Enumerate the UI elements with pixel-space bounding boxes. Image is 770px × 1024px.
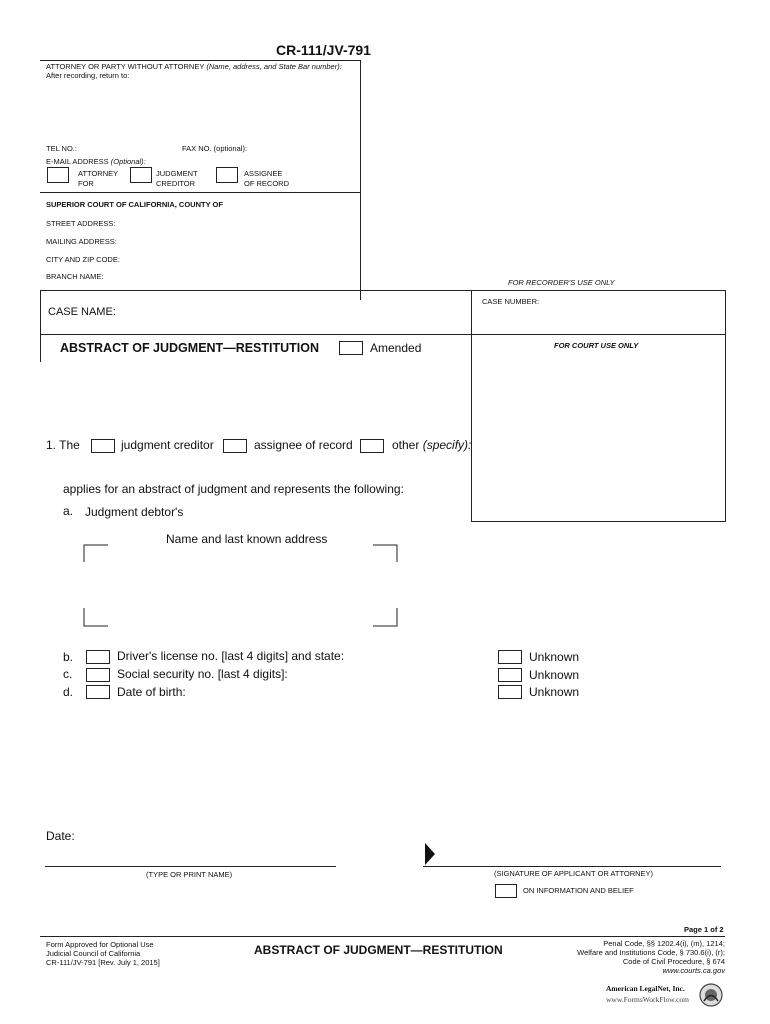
drivers-license-unknown-label: Unknown xyxy=(529,650,580,664)
dob-unknown-checkbox[interactable] xyxy=(498,685,522,699)
drivers-license-unknown-checkbox[interactable] xyxy=(498,650,522,664)
court-title: SUPERIOR COURT OF CALIFORNIA, COUNTY OF xyxy=(46,200,223,209)
court-use-bottom xyxy=(471,521,725,522)
court-use-right xyxy=(725,290,726,522)
legalnet-logo-icon xyxy=(698,982,724,1008)
judgment-creditor-label: JUDGMENT CREDITOR xyxy=(156,169,198,188)
type-name-line[interactable] xyxy=(45,866,336,867)
sign-here-arrow-icon xyxy=(425,843,437,865)
dob-label: Date of birth: xyxy=(117,685,186,699)
drivers-license-label: Driver's license no. [last 4 digits] and state: xyxy=(117,649,345,663)
ssn-label: Social security no. [last 4 digits]: xyxy=(117,667,288,681)
type-name-label: (TYPE OR PRINT NAME) xyxy=(146,870,233,879)
judgment-creditor-checkbox[interactable] xyxy=(130,167,152,183)
legalnet-url: www.FormsWorkFlow.com xyxy=(606,995,690,1004)
courts-url[interactable]: www.courts.ca.gov xyxy=(662,966,725,975)
mailing-address-label: MAILING ADDRESS: xyxy=(46,237,117,246)
after-recording-label: After recording, return to: xyxy=(46,71,130,80)
other-option-label: other (specify): xyxy=(392,438,472,452)
ssn-checkbox[interactable] xyxy=(86,668,110,682)
street-address-label: STREET ADDRESS: xyxy=(46,219,116,228)
form-number: CR-111/JV-791 xyxy=(276,42,371,58)
judgment-debtor-label: Judgment debtor's xyxy=(85,505,184,519)
footer-title: ABSTRACT OF JUDGMENT—RESTITUTION xyxy=(254,943,503,957)
case-name-label: CASE NAME: xyxy=(48,306,116,318)
fax-label: FAX NO. (optional): xyxy=(182,144,248,153)
date-label: Date: xyxy=(46,829,75,843)
applies-text: applies for an abstract of judgment and represents the following: xyxy=(63,482,404,496)
title-row-left xyxy=(40,334,41,362)
ssn-unknown-checkbox[interactable] xyxy=(498,668,522,682)
dob-unknown-label: Unknown xyxy=(529,685,580,699)
item-c-letter: c. xyxy=(63,667,73,681)
approved-line2: Judicial Council of California xyxy=(46,949,141,958)
attorney-label: ATTORNEY OR PARTY WITHOUT ATTORNEY (Name, address, and State Bar number): xyxy=(46,62,342,71)
code-line2: Welfare and Institutions Code, § 730.6(i), (r); xyxy=(577,948,725,957)
item-b-letter: b. xyxy=(63,650,74,664)
city-zip-label: CITY AND ZIP CODE: xyxy=(46,255,120,264)
attorney-for-label: ATTORNEY FOR xyxy=(78,169,119,188)
approved-line1: Form Approved for Optional Use xyxy=(46,940,154,949)
amended-label: Amended xyxy=(370,341,422,355)
amended-checkbox[interactable] xyxy=(339,341,363,355)
assignee-option-label: assignee of record xyxy=(254,438,353,452)
tel-label: TEL NO.: xyxy=(46,144,77,153)
approved-line3: CR-111/JV-791 [Rev. July 1, 2015] xyxy=(46,958,160,967)
court-box-top xyxy=(40,192,360,193)
item-d-letter: d. xyxy=(63,685,74,699)
item1-number: 1. The xyxy=(46,438,80,452)
recorder-use-label: FOR RECORDER'S USE ONLY xyxy=(508,278,615,287)
judgment-creditor-option-checkbox[interactable] xyxy=(91,439,115,453)
attorney-box-top xyxy=(40,60,360,61)
judgment-creditor-option-label: judgment creditor xyxy=(121,438,214,452)
case-number-label: CASE NUMBER: xyxy=(482,297,540,306)
drivers-license-checkbox[interactable] xyxy=(86,650,110,664)
footer-rule xyxy=(40,936,725,937)
item-a-letter: a. xyxy=(63,504,74,518)
other-option-checkbox[interactable] xyxy=(360,439,384,453)
code-line1: Penal Code, §§ 1202.4(i), (m), 1214; xyxy=(603,939,725,948)
case-row-left xyxy=(40,290,41,334)
branch-name-label: BRANCH NAME: xyxy=(46,272,104,281)
attorney-for-checkbox[interactable] xyxy=(47,167,69,183)
signature-line[interactable] xyxy=(423,866,721,867)
email-label: E-MAIL ADDRESS (Optional): xyxy=(46,157,146,166)
case-row-top xyxy=(40,290,725,291)
dob-checkbox[interactable] xyxy=(86,685,110,699)
address-field-brackets[interactable] xyxy=(80,540,405,630)
code-line3: Code of Civil Procedure, § 674 xyxy=(622,957,725,966)
info-belief-label: ON INFORMATION AND BELIEF xyxy=(523,886,634,895)
case-row-bottom xyxy=(40,334,725,335)
info-belief-checkbox[interactable] xyxy=(495,884,517,898)
court-use-left xyxy=(471,290,472,522)
court-use-label: FOR COURT USE ONLY xyxy=(554,341,639,350)
form-title: ABSTRACT OF JUDGMENT—RESTITUTION xyxy=(60,341,320,355)
attorney-box-right xyxy=(360,60,361,300)
legalnet-name: American LegalNet, Inc. xyxy=(606,984,685,993)
ssn-unknown-label: Unknown xyxy=(529,668,580,682)
assignee-label: ASSIGNEE OF RECORD xyxy=(244,169,289,188)
signature-label: (SIGNATURE OF APPLICANT OR ATTORNEY) xyxy=(494,869,654,878)
page-number: Page 1 of 2 xyxy=(684,925,724,934)
legalnet-badge xyxy=(600,980,725,1012)
assignee-option-checkbox[interactable] xyxy=(223,439,247,453)
assignee-checkbox[interactable] xyxy=(216,167,238,183)
name-address-label: Name and last known address xyxy=(166,532,328,546)
